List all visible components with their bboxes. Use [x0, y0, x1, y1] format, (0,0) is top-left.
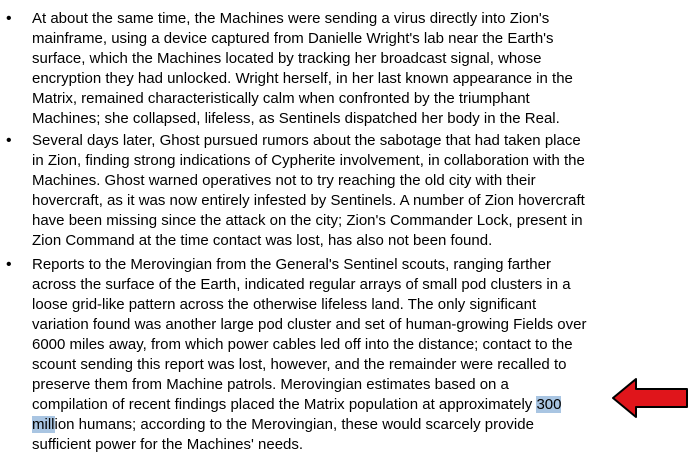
highlighted-selection[interactable]: 300 [536, 396, 562, 413]
text-line: scount sending this report was lost, however, and the remainder were recalled to [32, 356, 567, 373]
text-line: Reports to the Merovingian from the General's Sentinel scouts, ranging farther [32, 256, 551, 273]
text-line: have been missing since the attack on the city; Zion's Commander Lock, present in [32, 212, 583, 229]
bullet-icon: • [6, 256, 12, 273]
text-line: across the surface of the Earth, indicated regular arrays of small pod clusters in a [32, 276, 571, 293]
text-line: encryption they had unlocked. Wright herself, in her last known appearance in the [32, 70, 573, 87]
text-line: Several days later, Ghost pursued rumors about the sabotage that had taken place [32, 132, 581, 149]
bullet-icon: • [6, 132, 12, 149]
text-run: compilation of recent findings placed the Matrix population at approximately [32, 396, 537, 413]
text-line: preserve them from Machine patrols. Merovingian estimates based on a [32, 376, 509, 393]
text-line: 6000 miles away, from which power cables led off into the distance; contact to the [32, 336, 573, 353]
text-line: At about the same time, the Machines were sending a virus directly into Zion's [32, 10, 550, 27]
red-arrow-icon [610, 376, 690, 420]
text-line: Machines; she collapsed, lifeless, as Sentinels dispatched her body in the Real. [32, 110, 560, 127]
text-line: in Zion, finding strong indications of Cypherite involvement, in collaboration with the [32, 152, 585, 169]
text-line [32, 395, 561, 415]
text-run: ion humans; according to the Merovingian, these would scarcely provide [54, 416, 534, 433]
bullet-icon: • [6, 10, 12, 27]
text-line: loose grid-like pattern across the otherwise lifeless land. The only significant [32, 296, 537, 313]
text-line: hovercraft, as it was now entirely infested by Sentinels. A number of Zion hovercraft [32, 192, 585, 209]
text-line: Zion Command at the time contact was lost, has also not been found. [32, 232, 493, 249]
text-line: surface, which the Machines located by tracking her broadcast signal, whose [32, 50, 542, 67]
text-line: Matrix, remained characteristically calm when confronted by the triumphant [32, 90, 530, 107]
text-line [32, 415, 534, 435]
text-line: Machines. Ghost warned operatives not to try reaching the old city with their [32, 172, 536, 189]
text-line: sufficient power for the Machines' needs. [32, 436, 304, 453]
text-line: variation found was another large pod cluster and set of human-growing Fields over [32, 316, 587, 333]
red-arrow-shape [613, 379, 687, 417]
highlighted-selection[interactable]: mill [32, 416, 55, 433]
text-line: mainframe, using a device captured from Danielle Wright's lab near the Earth's [32, 30, 554, 47]
